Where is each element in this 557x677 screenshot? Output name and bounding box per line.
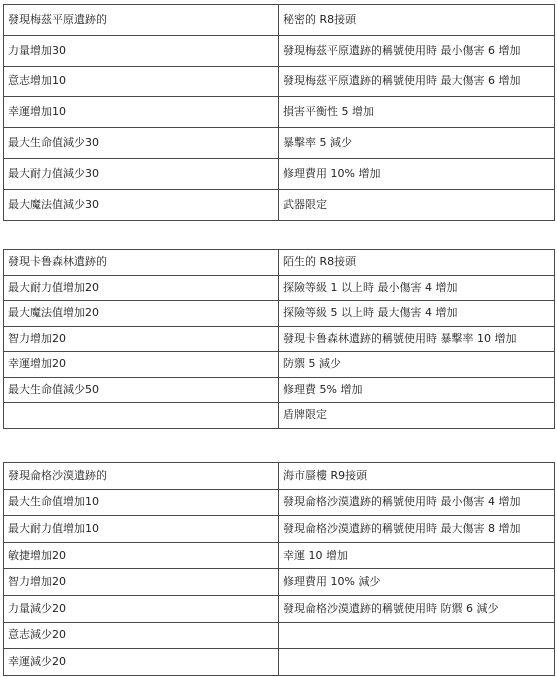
effect-cell: 盾牌限定: [279, 403, 555, 429]
table-row: [4, 275, 555, 301]
table-row: [4, 301, 555, 327]
table-row: [4, 595, 555, 622]
table-row: [4, 403, 555, 429]
table-row: [4, 326, 555, 352]
table-header-row: [4, 250, 555, 276]
table-meiz-plain: [3, 4, 555, 221]
header-cell-item: 海市蜃樓 R9接頭: [279, 463, 555, 490]
header-cell-name: 發現卡鲁森林遺跡的: [4, 250, 279, 276]
effect-cell: 發現梅茲平原遺跡的稱號使用時 最大傷害 6 增加: [279, 66, 555, 97]
table-rungsa-desert: [3, 462, 555, 676]
effect-cell: 修理費 5% 增加: [279, 377, 555, 403]
stat-cell: 幸運增加20: [4, 352, 279, 378]
header-cell-name: 發現梅茲平原遺跡的: [4, 5, 279, 36]
header-cell-item: 秘密的 R8接頭: [279, 5, 555, 36]
stat-cell: 幸運減少20: [4, 649, 279, 676]
effect-cell: 幸運 10 增加: [279, 542, 555, 569]
table-row: [4, 542, 555, 569]
stat-cell: 最大魔法值減少30: [4, 189, 279, 220]
table-row: [4, 377, 555, 403]
stat-cell: 敏捷增加20: [4, 542, 279, 569]
stat-cell: 意志增加10: [4, 66, 279, 97]
effect-cell: 發現梅茲平原遺跡的稱號使用時 最小傷害 6 增加: [279, 35, 555, 66]
table-header-row: [4, 5, 555, 36]
effect-cell: 探險等級 1 以上時 最小傷害 4 增加: [279, 275, 555, 301]
stat-cell: 最大耐力值減少30: [4, 158, 279, 189]
stat-cell: 意志減少20: [4, 622, 279, 649]
table-row: [4, 189, 555, 220]
header-cell-name: 發現侖格沙漠遺跡的: [4, 463, 279, 490]
stat-cell: 最大魔法值增加20: [4, 301, 279, 327]
effect-cell: 發現侖格沙漠遺跡的稱號使用時 防禦 6 減少: [279, 595, 555, 622]
table-karu-forest: [3, 249, 555, 429]
stat-cell: 力量減少20: [4, 595, 279, 622]
table-row: [4, 569, 555, 596]
stat-cell: 最大耐力值增加10: [4, 516, 279, 543]
table-row: [4, 622, 555, 649]
table-row: [4, 35, 555, 66]
stat-cell: 幸運增加10: [4, 97, 279, 128]
stat-cell: 最大生命值增加10: [4, 489, 279, 516]
table-row: [4, 649, 555, 676]
table-row: [4, 66, 555, 97]
stat-cell: 最大耐力值增加20: [4, 275, 279, 301]
effect-cell: [279, 622, 555, 649]
stat-cell: 力量增加30: [4, 35, 279, 66]
stat-cell: 智力增加20: [4, 569, 279, 596]
effect-cell: 發現侖格沙漠遺跡的稱號使用時 最大傷害 8 增加: [279, 516, 555, 543]
table-row: [4, 352, 555, 378]
table-row: [4, 158, 555, 189]
effect-cell: 發現侖格沙漠遺跡的稱號使用時 最小傷害 4 增加: [279, 489, 555, 516]
effect-cell: 修理費用 10% 增加: [279, 158, 555, 189]
table-row: [4, 128, 555, 159]
table-row: [4, 97, 555, 128]
table-row: [4, 489, 555, 516]
table-row: [4, 516, 555, 543]
header-cell-item: 陌生的 R8接頭: [279, 250, 555, 276]
effect-cell: 武器限定: [279, 189, 555, 220]
stat-cell: 智力增加20: [4, 326, 279, 352]
stat-cell: 最大生命值減少50: [4, 377, 279, 403]
stat-cell: [4, 403, 279, 429]
effect-cell: 損害平衡性 5 增加: [279, 97, 555, 128]
stat-cell: 最大生命值減少30: [4, 128, 279, 159]
effect-cell: 暴擊率 5 減少: [279, 128, 555, 159]
effect-cell: 發現卡鲁森林遺跡的稱號使用時 暴擊率 10 增加: [279, 326, 555, 352]
effect-cell: 防禦 5 減少: [279, 352, 555, 378]
effect-cell: 探險等級 5 以上時 最大傷害 4 增加: [279, 301, 555, 327]
table-header-row: [4, 463, 555, 490]
effect-cell: [279, 649, 555, 676]
effect-cell: 修理費用 10% 減少: [279, 569, 555, 596]
